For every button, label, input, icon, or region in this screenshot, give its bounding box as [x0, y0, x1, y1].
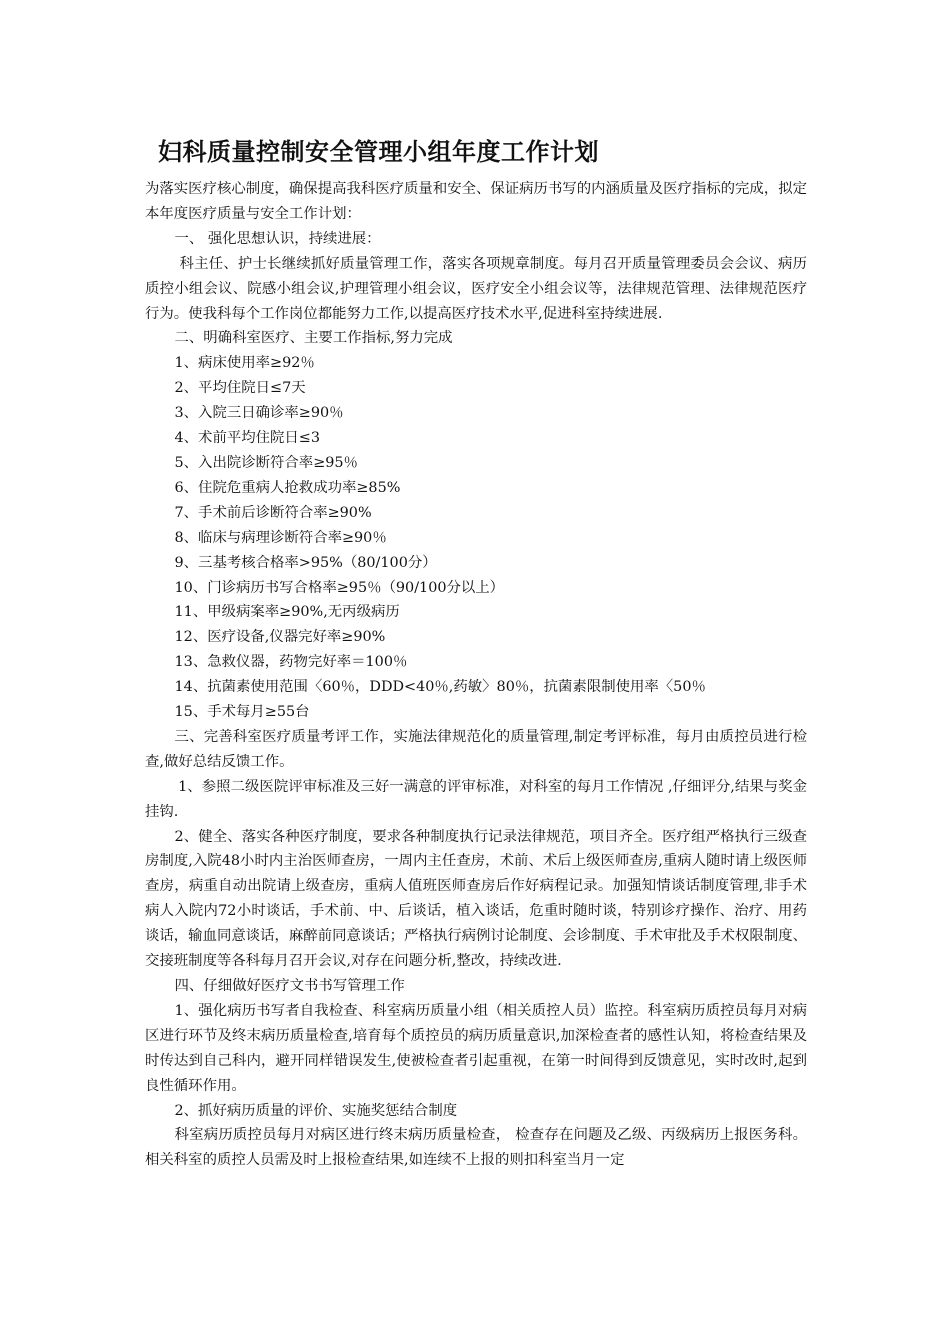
list-item: 13、急救仪器，药物完好率＝100％ [174, 654, 408, 671]
section-heading-3: 三、完善科室医疗质量考评工作，实施法律规范化的质量管理,制定考评标准，每月由质控员进行检查,做好总结反馈工作。 [145, 728, 807, 770]
list-item: 15、手术每月≥55台 [174, 704, 310, 721]
intro-paragraph: 为落实医疗核心制度，确保提高我科医疗质量和安全、保证病历书写的内涵质量及医疗指标的完成，拟定本年度医疗质量与安全工作计划： [145, 181, 807, 222]
list-item: 9、三基考核合格率>95%（80/100分） [174, 554, 437, 571]
list-item: 4、术前平均住院日≤3 [174, 430, 321, 447]
list-item: 10、门诊病历书写合格率≥95％（90/100分以上） [174, 579, 505, 596]
list-item: 5、入出院诊断符合率≥95％ [174, 454, 358, 471]
section-3-paragraph-2: 2、健全、落实各种医疗制度，要求各种制度执行记录法律规范，项目齐全。医疗组严格执行三级查房制度,入院48小时内主治医师查房，一周内主任查房，术前、术后上级医师查房,重病人随时请上级医师查房，病重自动出院请上级查房，重病人值班医师查房后作好病程记录。加强知情谈话制度管理,非手术病人入院内72小时谈话，手术前、中、后谈话，植入谈话，危重时随时谈，特别诊疗操作、治疗、用药谈话，输血同意谈话，麻醉前同意谈话；严格执行病例讨论制度、会诊制度、手术审批及手术权限制度、交接班制度等各科每月召开会议,对存在问题分析,整改，持续改进. [145, 828, 807, 970]
section-4-paragraph-2: 2、抓好病历质量的评价、实施奖惩结合制度 [174, 1102, 458, 1119]
section-heading-4: 四、仔细做好医疗文书书写管理工作 [174, 978, 405, 994]
document-title: 妇科质量控制安全管理小组年度工作计划 [158, 138, 599, 166]
list-item: 3、入院三日确诊率≥90％ [174, 405, 344, 422]
section-4-paragraph-1: 1、强化病历书写者自我检查、科室病历质量小组（相关质控人员）监控。科室病历质控员每月对病区进行环节及终末病历质量检查,培育每个质控员的病历质量意识,加深检查者的感性认知，将检查结果及时传达到自己科内，避开同样错误发生,使被检查者引起重视，在第一时间得到反馈意见，实时改时,起到良性循环作用。 [145, 1002, 807, 1094]
list-item: 8、临床与病理诊断符合率≥90％ [174, 529, 387, 546]
document-body [145, 177, 807, 1173]
list-item: 14、抗菌素使用范围〈60％，DDD<40％,药敏〉80％，抗菌素限制使用率〈50％ [174, 679, 706, 696]
document-page [145, 0, 807, 1344]
list-item: 2、平均住院日≤7天 [174, 380, 306, 397]
list-item: 12、医疗设备,仪器完好率≥90% [174, 629, 386, 646]
indicator-list [145, 351, 807, 725]
list-item: 7、手术前后诊断符合率≥90% [174, 504, 372, 521]
section-heading-1: 一、 强化思想认识，持续进展： [174, 230, 381, 247]
section-4-paragraph-3: 科室病历质控员每月对病区进行终末病历质量检查， 检查存在问题及乙级、丙级病历上报医务科。相关科室的质控人员需及时上报检查结果,如连续不上报的则扣科室当月一定 [145, 1127, 807, 1169]
section-heading-2: 二、明确科室医疗、主要工作指标,努力完成 [174, 330, 453, 347]
section-3-paragraph-1: 1、参照二级医院评审标准及三好一满意的评审标准，对科室的每月工作情况 ,仔细评分,结果与奖金挂钩. [145, 778, 807, 820]
list-item: 6、住院危重病人抢救成功率≥85% [174, 479, 401, 496]
section-1-paragraph: 科主任、护士长继续抓好质量管理工作，落实各项规章制度。每月召开质量管理委员会会议、病历质控小组会议、院感小组会议,护理管理小组会议，医疗安全小组会议等，法律规范管理、法律规范医疗行为。使我科每个工作岗位都能努力工作,以提高医疗技术水平,促进科室持续进展. [145, 255, 807, 322]
list-item: 1、病床使用率≥92％ [174, 355, 315, 372]
list-item: 11、甲级病案率≥90%,无丙级病历 [174, 604, 400, 621]
